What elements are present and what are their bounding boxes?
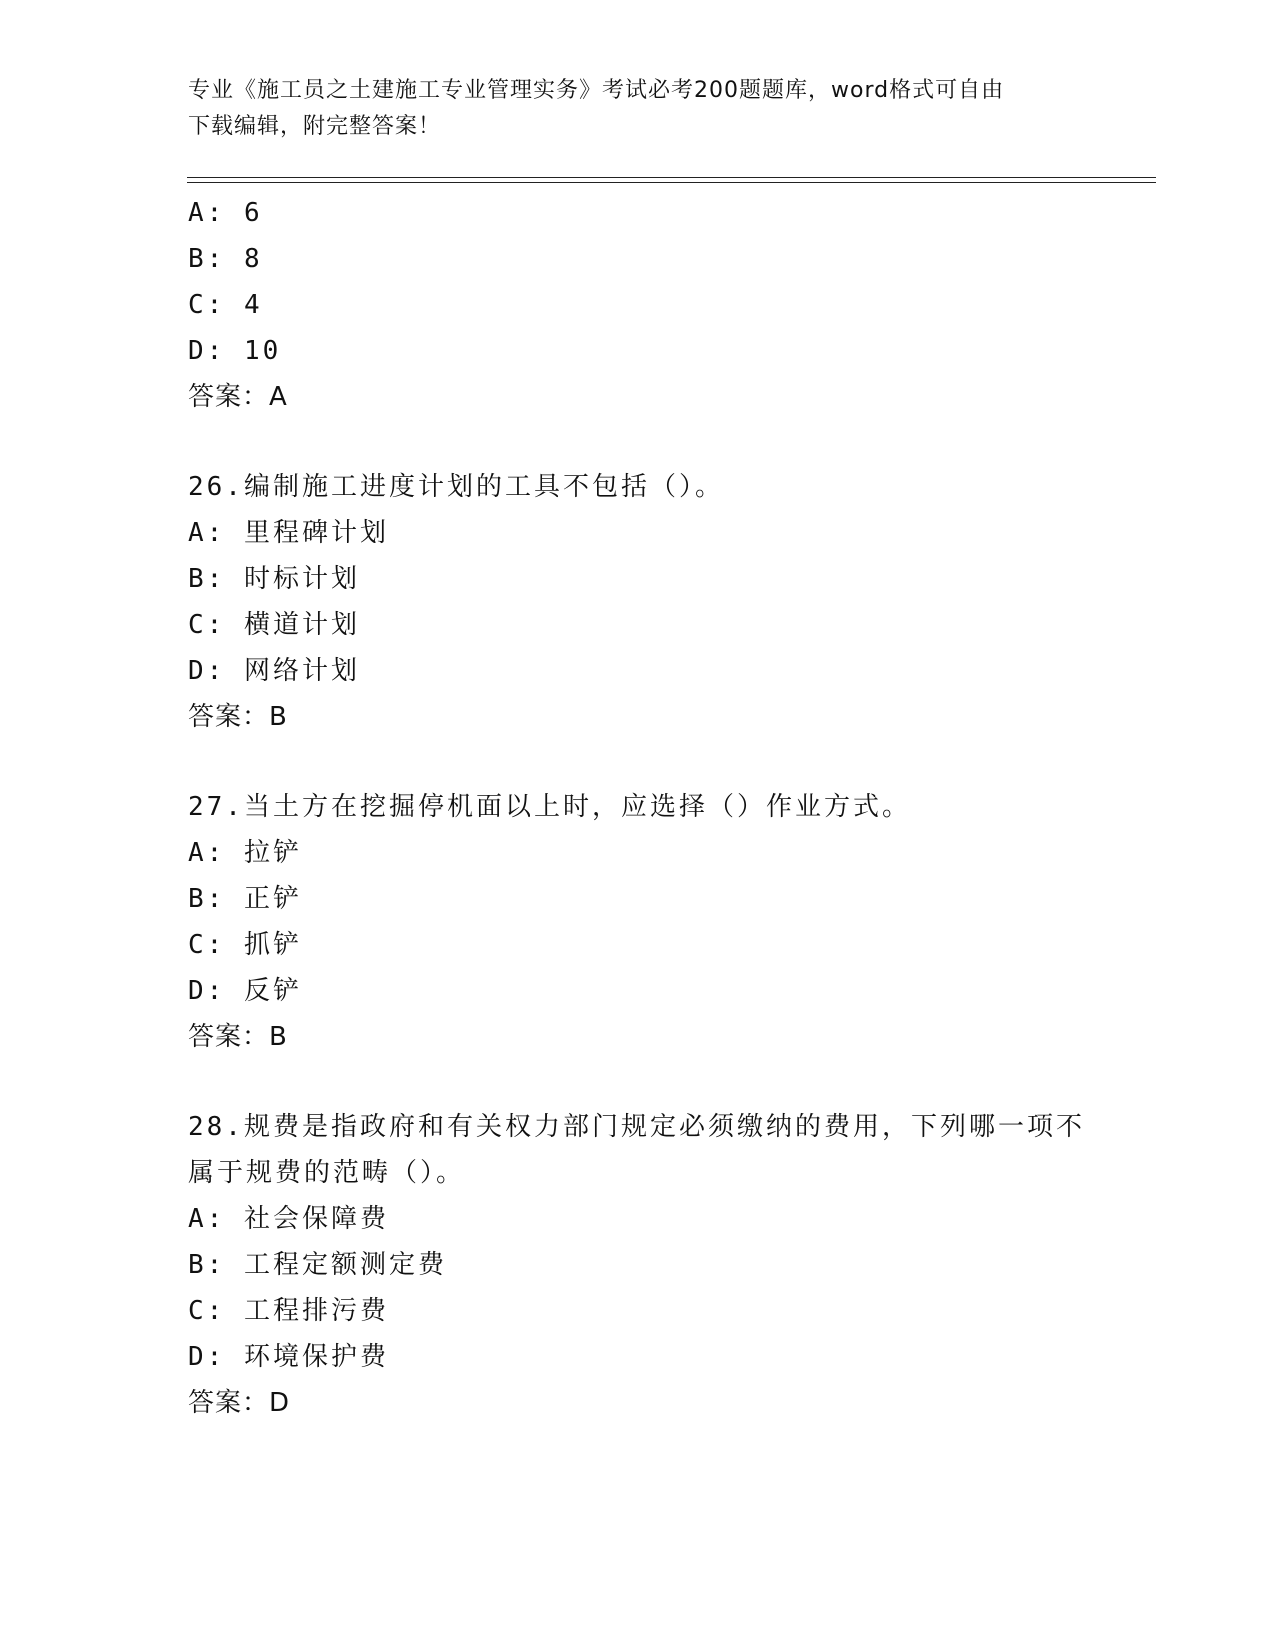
answer-line: 答案：D [188, 1388, 291, 1418]
answer-line: 答案：B [188, 702, 288, 732]
question-text: 27.当土方在挖掘停机面以上时，应选择（）作业方式。 [188, 792, 911, 822]
option-d: D: 网络计划 [188, 656, 360, 686]
option-c: C: 4 [188, 290, 263, 320]
option-b: B: 时标计划 [188, 564, 360, 594]
option-c: C: 工程排污费 [188, 1296, 389, 1326]
question-block-26 [188, 464, 1088, 740]
option-a: A: 6 [188, 198, 263, 228]
question-text: 28.规费是指政府和有关权力部门规定必须缴纳的费用，下列哪一项不 [188, 1112, 1085, 1142]
answer-line: 答案：B [188, 1022, 288, 1052]
question-text: 26.编制施工进度计划的工具不包括（）。 [188, 472, 724, 502]
header-divider-bottom [187, 182, 1156, 183]
option-c: C: 横道计划 [188, 610, 360, 640]
question-list [188, 190, 1088, 1426]
question-block-28 [188, 1104, 1088, 1426]
option-a: A: 社会保障费 [188, 1204, 389, 1234]
header-line-1: 专业《施工员之土建施工专业管理实务》考试必考200题题库，word格式可自由 [188, 78, 1005, 103]
option-b: B: 正铲 [188, 884, 302, 914]
option-b: B: 工程定额测定费 [188, 1250, 447, 1280]
question-text-continued: 属于规费的范畴（）。 [188, 1158, 466, 1188]
option-b: B: 8 [188, 244, 263, 274]
option-d: D: 反铲 [188, 976, 302, 1006]
answer-line: 答案：A [188, 382, 288, 412]
header-line-2: 下载编辑，附完整答案！ [188, 114, 442, 139]
option-a: A: 里程碑计划 [188, 518, 389, 548]
option-a: A: 拉铲 [188, 838, 302, 868]
option-d: D: 10 [188, 336, 282, 366]
question-block-27 [188, 784, 1088, 1060]
option-d: D: 环境保护费 [188, 1342, 389, 1372]
question-block-25 [188, 190, 1088, 420]
option-c: C: 抓铲 [188, 930, 302, 960]
header-divider-top [187, 177, 1156, 178]
document-header [188, 73, 1088, 145]
